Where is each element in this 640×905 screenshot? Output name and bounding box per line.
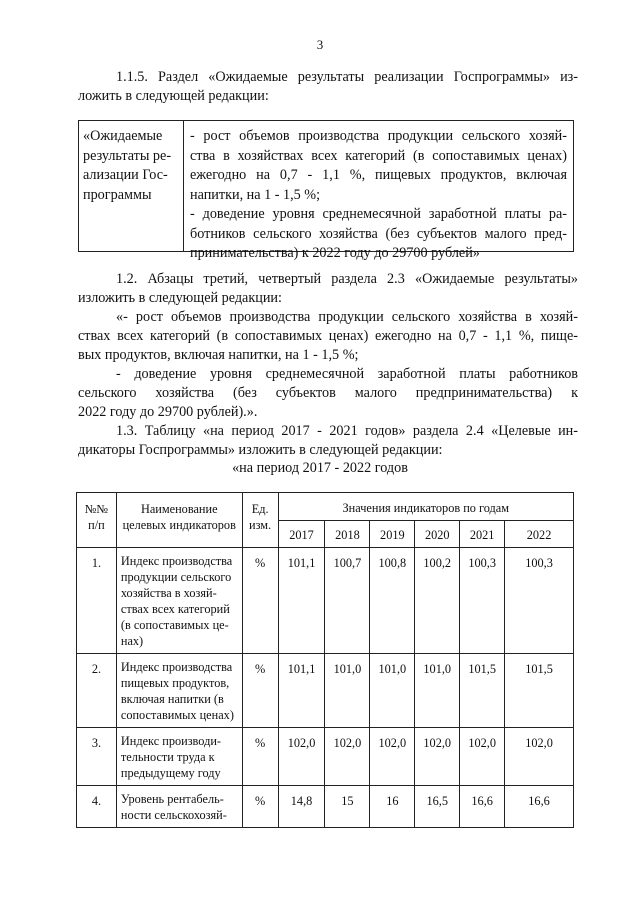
value-cell: 16,6 xyxy=(505,786,574,828)
value-cell: 100,8 xyxy=(370,548,415,654)
text-line: 1.1.5. Раздел «Ожидаемые результаты реализации Госпрограммы» из- xyxy=(116,69,578,85)
text-line: ложить в следующей редакции: xyxy=(78,88,269,104)
unit-cell: % xyxy=(242,728,278,786)
text-line: 2022 году до 29700 рублей).». xyxy=(78,404,258,420)
text-line: хозяйства в хозяй- xyxy=(120,586,217,600)
header-text: целевых индикаторов xyxy=(122,518,236,532)
text-line: ежегодно на 0,7 - 1,1 %, пищевых продуктов, включая xyxy=(190,167,567,183)
header-values: Значения индикаторов по годам xyxy=(278,493,573,521)
text-line: «Ожидаемые xyxy=(83,128,163,144)
value-cell: 101,5 xyxy=(460,654,505,728)
text-line: тельности труда к xyxy=(120,750,215,764)
table-title: «на период 2017 - 2022 годов xyxy=(232,460,408,476)
value-cell: 100,3 xyxy=(460,548,505,654)
value-cell: 101,0 xyxy=(415,654,460,728)
text-line: - доведение уровня среднемесячной заработной платы ра- xyxy=(190,206,567,222)
value-cell: 100,2 xyxy=(415,548,460,654)
text-line: (в сопоставимых це- xyxy=(120,618,229,632)
year-cell: 2021 xyxy=(460,521,505,548)
value-cell: 100,3 xyxy=(505,548,574,654)
unit-cell: % xyxy=(242,786,278,828)
header-text: Ед. xyxy=(251,502,269,516)
table-row xyxy=(77,548,574,654)
indicator-name xyxy=(116,548,242,654)
text-line: ботников сельского хозяйства (без субъектов малого пред- xyxy=(190,225,567,242)
text-line: изложить в следующей редакции: xyxy=(78,290,282,306)
indicator-name xyxy=(116,654,242,728)
value-cell: 101,1 xyxy=(278,548,325,654)
text-line: Индекс производства xyxy=(120,660,233,674)
value-cell: 16,6 xyxy=(460,786,505,828)
value-cell: 101,5 xyxy=(505,654,574,728)
year-cell: 2020 xyxy=(415,521,460,548)
value-cell: 101,0 xyxy=(325,654,370,728)
text-line: ствах всех категорий xyxy=(120,602,230,616)
text-line: ствах всех категорий (в сопоставимых ценах) ежегодно на 0,7 - 1,1 %, пище- xyxy=(78,328,578,344)
header-text: Наименование xyxy=(140,502,218,516)
text-line: включая напитки (в xyxy=(120,692,224,706)
value-cell: 16 xyxy=(370,786,415,828)
value-cell: 101,1 xyxy=(278,654,325,728)
text-line: ализации Гос- xyxy=(83,167,168,183)
box-left-cell xyxy=(79,121,184,251)
paragraph-1-3 xyxy=(78,422,578,460)
year-cell: 2017 xyxy=(278,521,325,548)
value-cell: 14,8 xyxy=(278,786,325,828)
box-right-cell xyxy=(184,121,573,261)
table-header-row xyxy=(77,493,574,521)
text-line: «- рост объемов производства продукции сельского хозяйства в хозяй- xyxy=(116,309,578,325)
year-cell: 2022 xyxy=(505,521,574,548)
header-unit xyxy=(242,493,278,548)
expected-results-box xyxy=(78,120,574,261)
text-line: программы xyxy=(83,186,152,203)
table-row xyxy=(77,654,574,728)
text-line: напитки, на 1 - 1,5 %; xyxy=(190,186,321,203)
row-number: 1. xyxy=(77,548,117,654)
paragraph-1-2 xyxy=(78,270,578,422)
text-line: 1.2. Абзацы третий, четвертый раздела 2.3 «Ожидаемые результаты» xyxy=(116,271,578,287)
header-text: изм. xyxy=(249,518,272,532)
header-name xyxy=(116,493,242,548)
text-line: 1.3. Таблицу «на период 2017 - 2021 годов» раздела 2.4 «Целевые ин- xyxy=(116,423,578,439)
text-line: принимательства) к 2022 году до 29700 рублей» xyxy=(190,245,480,261)
value-cell: 102,0 xyxy=(505,728,574,786)
header-text: №№ xyxy=(84,502,109,516)
text-line: вых продуктов, включая напитки, на 1 - 1,5 %; xyxy=(78,347,359,363)
value-cell: 102,0 xyxy=(325,728,370,786)
year-cell: 2018 xyxy=(325,521,370,548)
text-line: Индекс производи- xyxy=(120,734,221,748)
page-number: 3 xyxy=(316,37,324,52)
indicator-name xyxy=(116,728,242,786)
text-line: Уровень рентабель- xyxy=(120,792,224,806)
text-line: ства в хозяйствах всех категорий (в сопоставимых ценах) xyxy=(190,147,567,164)
value-cell: 100,7 xyxy=(325,548,370,654)
header-number xyxy=(77,493,117,548)
value-cell: 102,0 xyxy=(415,728,460,786)
unit-cell: % xyxy=(242,654,278,728)
indicators-table xyxy=(76,492,574,828)
value-cell: 16,5 xyxy=(415,786,460,828)
text-line: ности сельскохозяй- xyxy=(120,808,227,822)
text-line: результаты ре- xyxy=(83,147,172,164)
value-cell: 102,0 xyxy=(370,728,415,786)
text-line: нах) xyxy=(120,634,144,648)
text-line: сопоставимых ценах) xyxy=(120,708,234,722)
text-line: сельского хозяйства (без субъектов малого предпринимательства) к xyxy=(78,385,578,401)
row-number: 2. xyxy=(77,654,117,728)
text-line: Индекс производства xyxy=(120,554,233,568)
text-line: предыдущему году xyxy=(120,766,221,780)
unit-cell: % xyxy=(242,548,278,654)
header-text: п/п xyxy=(88,518,105,532)
value-cell: 102,0 xyxy=(278,728,325,786)
paragraph-1-1-5 xyxy=(78,68,578,106)
text-line: продукции сельского xyxy=(120,570,232,584)
value-cell: 15 xyxy=(325,786,370,828)
value-cell: 101,0 xyxy=(370,654,415,728)
table-row xyxy=(77,786,574,828)
row-number: 3. xyxy=(77,728,117,786)
indicator-name xyxy=(116,786,242,828)
text-line: пищевых продуктов, xyxy=(120,676,230,690)
row-number: 4. xyxy=(77,786,117,828)
year-cell: 2019 xyxy=(370,521,415,548)
text-line: - рост объемов производства продукции сельского хозяй- xyxy=(190,128,567,144)
text-line: - доведение уровня среднемесячной заработной платы работников xyxy=(116,366,578,382)
value-cell: 102,0 xyxy=(460,728,505,786)
text-line: дикаторы Госпрограммы» изложить в следующей редакции: xyxy=(78,442,443,458)
table-row xyxy=(77,728,574,786)
